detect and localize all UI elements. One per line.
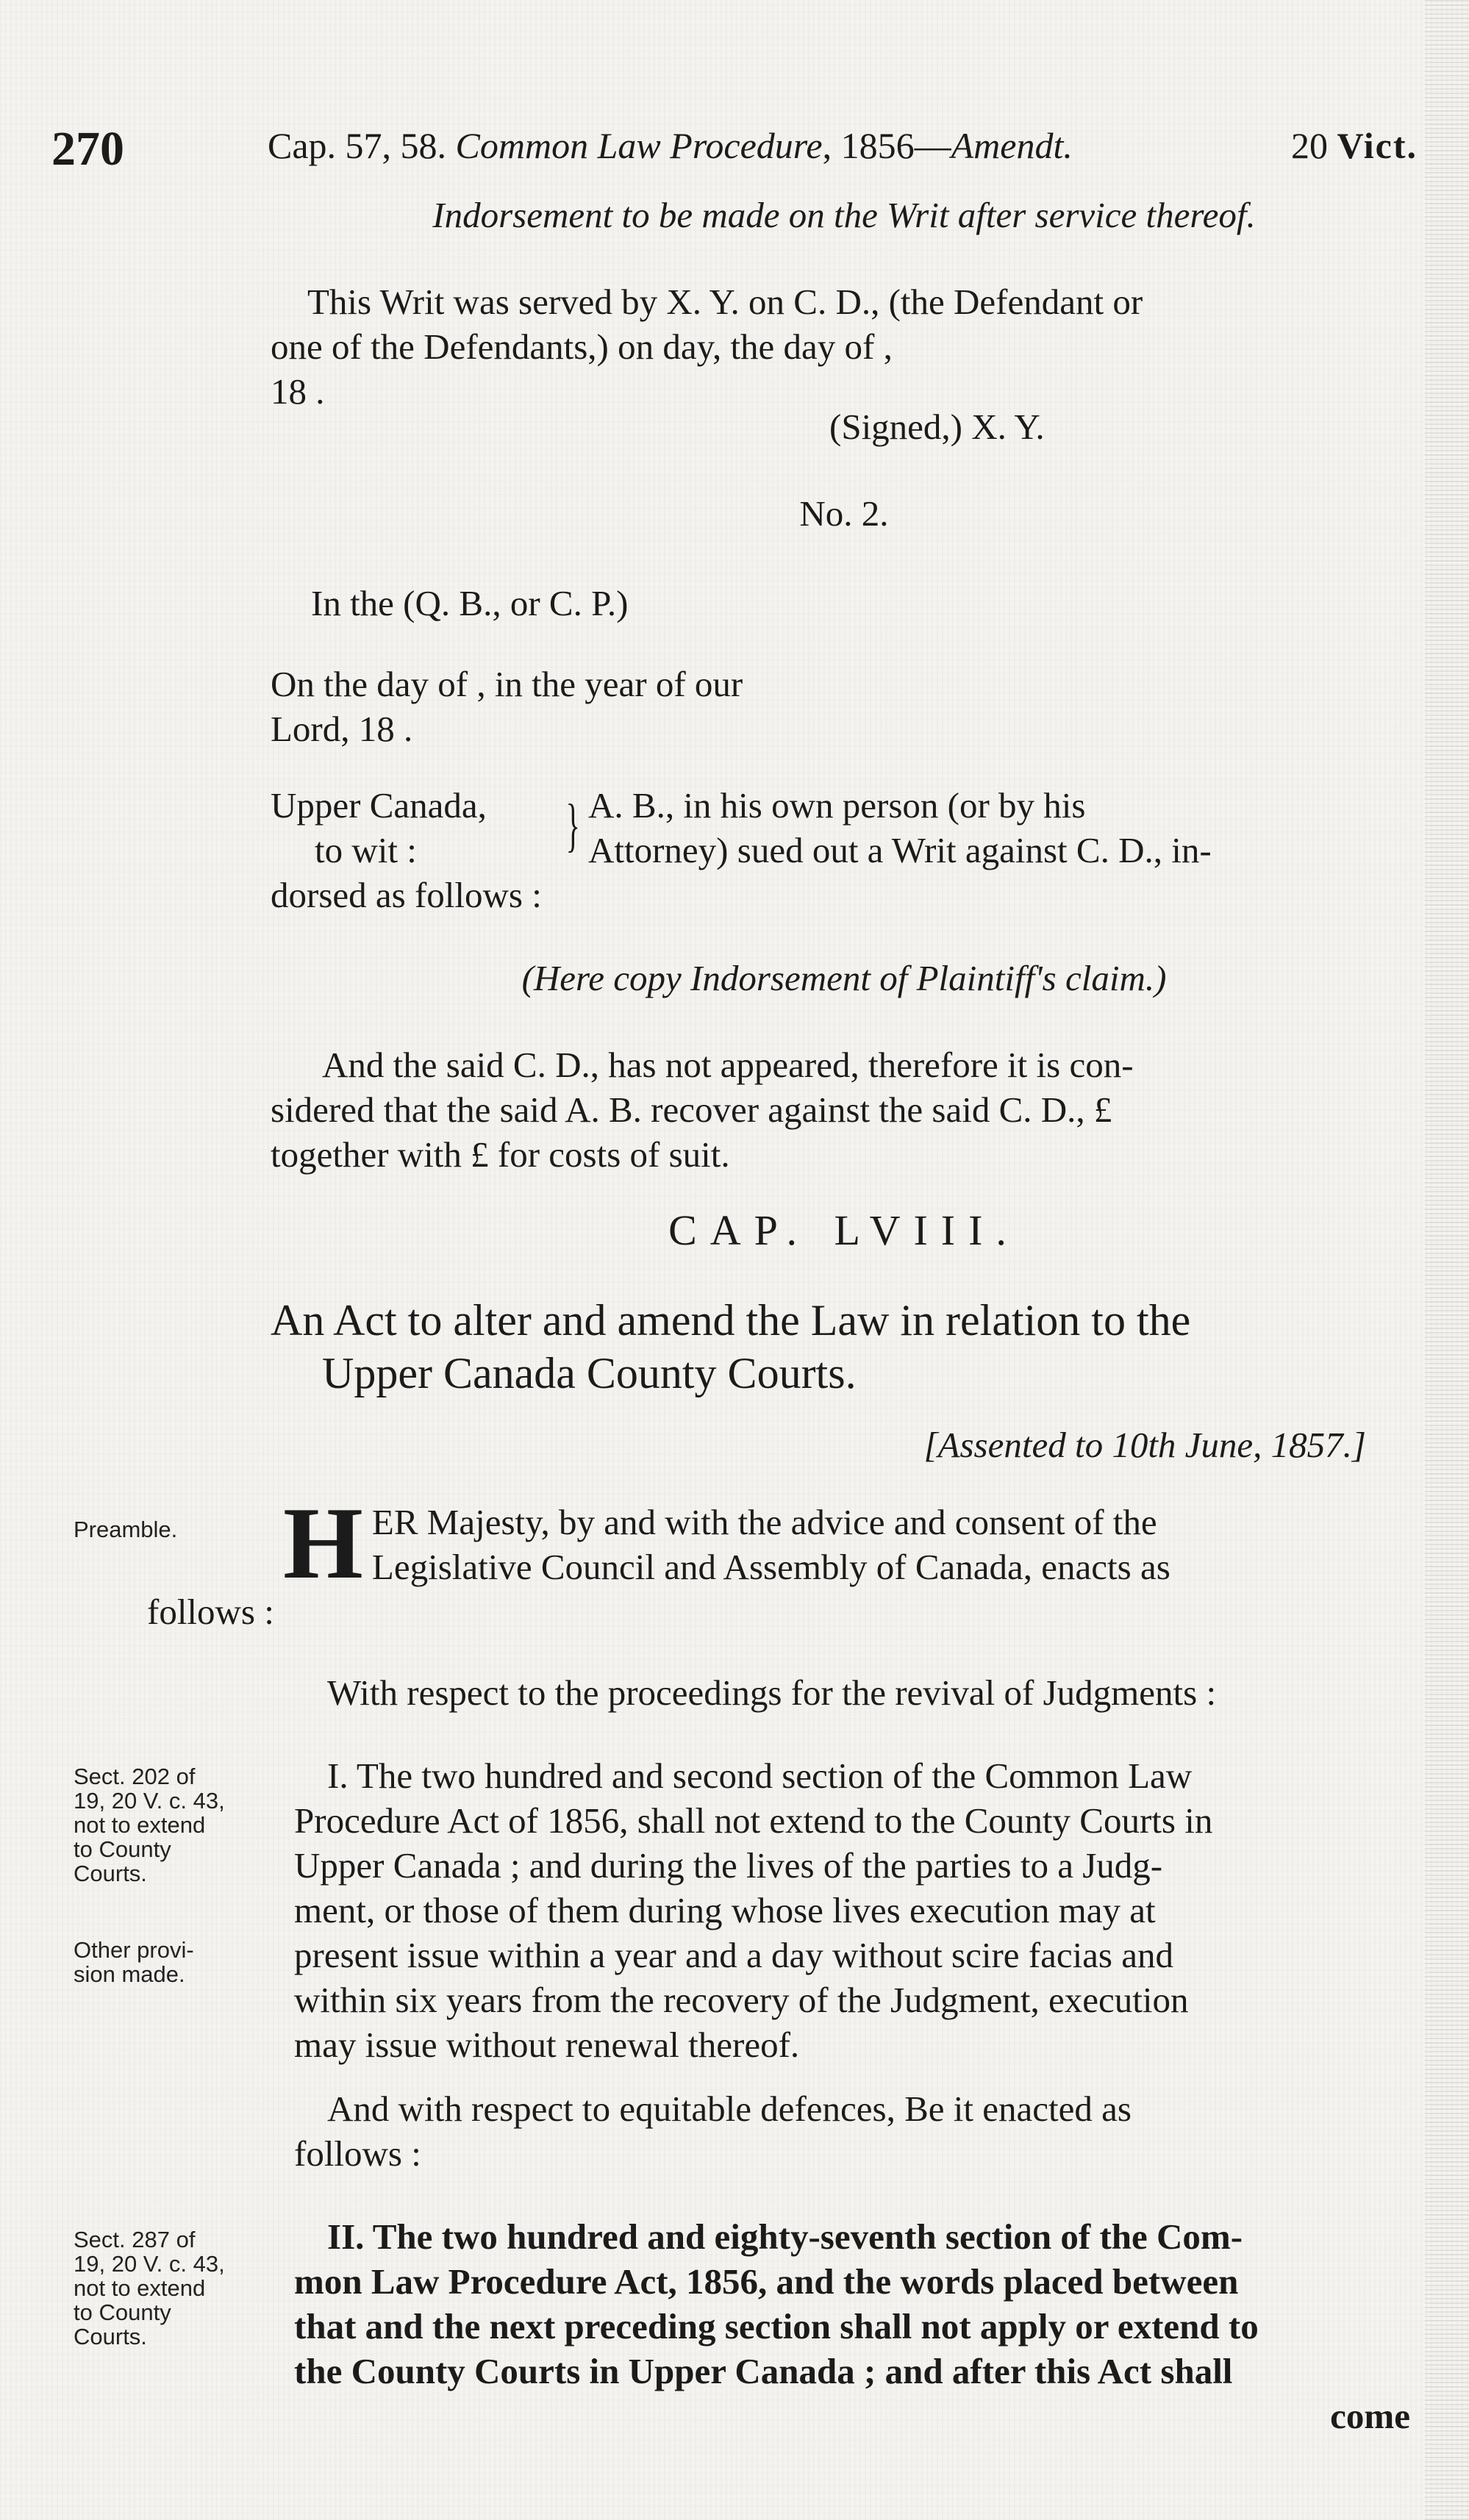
form-number: No. 2. xyxy=(799,493,889,534)
act-year: , 1856— xyxy=(822,125,951,166)
venue-line: Upper Canada, xyxy=(271,785,487,826)
section-line: mon Law Procedure Act, 1856, and the words placed between xyxy=(294,2261,1239,2302)
margin-line: sion made. xyxy=(74,1961,185,1987)
page-edge-texture xyxy=(1425,0,1469,2520)
page-number: 270 xyxy=(51,122,124,176)
date-line: Lord, 18 . xyxy=(271,709,413,749)
catchword: come xyxy=(1330,2396,1410,2436)
margin-note-sect287 xyxy=(74,2227,294,2349)
judgment-line: together with £ for costs of suit. xyxy=(271,1134,730,1175)
act-title-line: An Act to alter and amend the Law in relation to the xyxy=(271,1296,1191,1345)
section-line: Upper Canada ; and during the lives of the parties to a Judg- xyxy=(294,1845,1163,1886)
section-2 xyxy=(294,2214,1418,2438)
section-line: I. The two hundred and second section of the Common Law xyxy=(327,1755,1193,1796)
margin-line: to County xyxy=(74,2299,171,2325)
preamble-line: follows : xyxy=(147,1592,274,1632)
indorsement-line: one of the Defendants,) on day, the day of , xyxy=(271,326,893,367)
section-line: may issue without renewal thereof. xyxy=(294,2025,800,2065)
judgment-text xyxy=(271,1042,1418,1177)
margin-line: Other provi- xyxy=(74,1937,194,1963)
judgment-line: And the said C. D., has not appeared, therefore it is con- xyxy=(322,1045,1134,1085)
signed-line: (Signed,) X. Y. xyxy=(829,407,1045,447)
margin-note-sect202 xyxy=(74,1764,294,1886)
indorsement-line: This Writ was served by X. Y. on C. D., (the Defendant or xyxy=(307,282,1143,322)
equitable-heading xyxy=(294,2086,1418,2176)
date-line: On the day of , in the year of our xyxy=(271,664,743,704)
judgment-line: sidered that the said A. B. recover against the said C. D., £ xyxy=(271,1089,1112,1130)
regnal-number: 20 xyxy=(1291,125,1328,166)
court-line: In the (Q. B., or C. P.) xyxy=(311,583,629,623)
act-short-title: Common Law Procedure xyxy=(455,125,823,166)
margin-line: Courts. xyxy=(74,1861,147,1886)
amendt-label: Amendt. xyxy=(951,125,1073,166)
margin-note-other xyxy=(74,1938,294,1986)
section-line: ment, or those of them during whose lives execution may at xyxy=(294,1890,1156,1930)
margin-line: Courts. xyxy=(74,2324,147,2349)
section-line: II. The two hundred and eighty-seventh section of the Com- xyxy=(327,2216,1243,2257)
margin-line: Sect. 287 of xyxy=(74,2227,196,2252)
running-header xyxy=(51,121,1418,180)
preamble xyxy=(147,1486,1418,1634)
venue xyxy=(271,783,565,873)
section-line: Procedure Act of 1856, shall not extend to the County Courts in xyxy=(294,1800,1213,1841)
venue-brace: } xyxy=(565,793,580,858)
section-1 xyxy=(294,1753,1418,2067)
margin-note-preamble: Preamble. xyxy=(74,1517,178,1542)
equitable-line: And with respect to equitable defences, Be it enacted as xyxy=(327,2088,1132,2129)
margin-line: Sect. 202 of xyxy=(74,1764,196,1789)
chapter-number: CAP. LVIII. xyxy=(668,1206,1020,1254)
regnal-year xyxy=(1291,124,1418,167)
running-title xyxy=(268,124,1073,167)
margin-line: to County xyxy=(74,1836,171,1862)
copy-note: (Here copy Indorsement of Plaintiff's claim.) xyxy=(521,958,1167,998)
indorsement-heading: Indorsement to be made on the Writ after service thereof. xyxy=(432,195,1256,235)
section-line: that and the next preceding section shall not apply or extend to xyxy=(294,2306,1259,2347)
indorsement-text xyxy=(271,279,1418,414)
indorsement-line: 18 . xyxy=(271,371,325,412)
section-line: within six years from the recovery of the Judgment, execution xyxy=(294,1980,1189,2020)
revival-heading: With respect to the proceedings for the revival of Judgments : xyxy=(327,1672,1217,1713)
claim-text xyxy=(588,783,1418,873)
margin-line: not to extend xyxy=(74,2275,206,2301)
equitable-line: follows : xyxy=(294,2133,421,2174)
margin-line: 19, 20 V. c. 43, xyxy=(74,2251,225,2277)
act-title xyxy=(271,1294,1418,1400)
claim-line: A. B., in his own person (or by his xyxy=(588,785,1086,826)
cap-numbers: Cap. 57, 58. xyxy=(268,125,447,166)
date-text xyxy=(271,662,1418,751)
preamble-line: ER Majesty, by and with the advice and consent of the xyxy=(371,1502,1157,1542)
claim-line: Attorney) sued out a Writ against C. D., in- xyxy=(588,830,1212,870)
claim-line: dorsed as follows : xyxy=(271,875,542,915)
assent-line: [Assented to 10th June, 1857.] xyxy=(923,1425,1366,1465)
drop-cap: H xyxy=(283,1486,363,1600)
preamble-line: Legislative Council and Assembly of Canada, enacts as xyxy=(371,1547,1170,1587)
section-line: present issue within a year and a day without scire facias and xyxy=(294,1935,1174,1975)
margin-line: not to extend xyxy=(74,1812,206,1838)
margin-line: 19, 20 V. c. 43, xyxy=(74,1788,225,1814)
venue-line: to wit : xyxy=(315,830,417,870)
regnal-vict: Vict. xyxy=(1337,125,1418,166)
act-title-line: Upper Canada County Courts. xyxy=(322,1349,857,1397)
section-line: the County Courts in Upper Canada ; and after this Act shall xyxy=(294,2351,1233,2391)
